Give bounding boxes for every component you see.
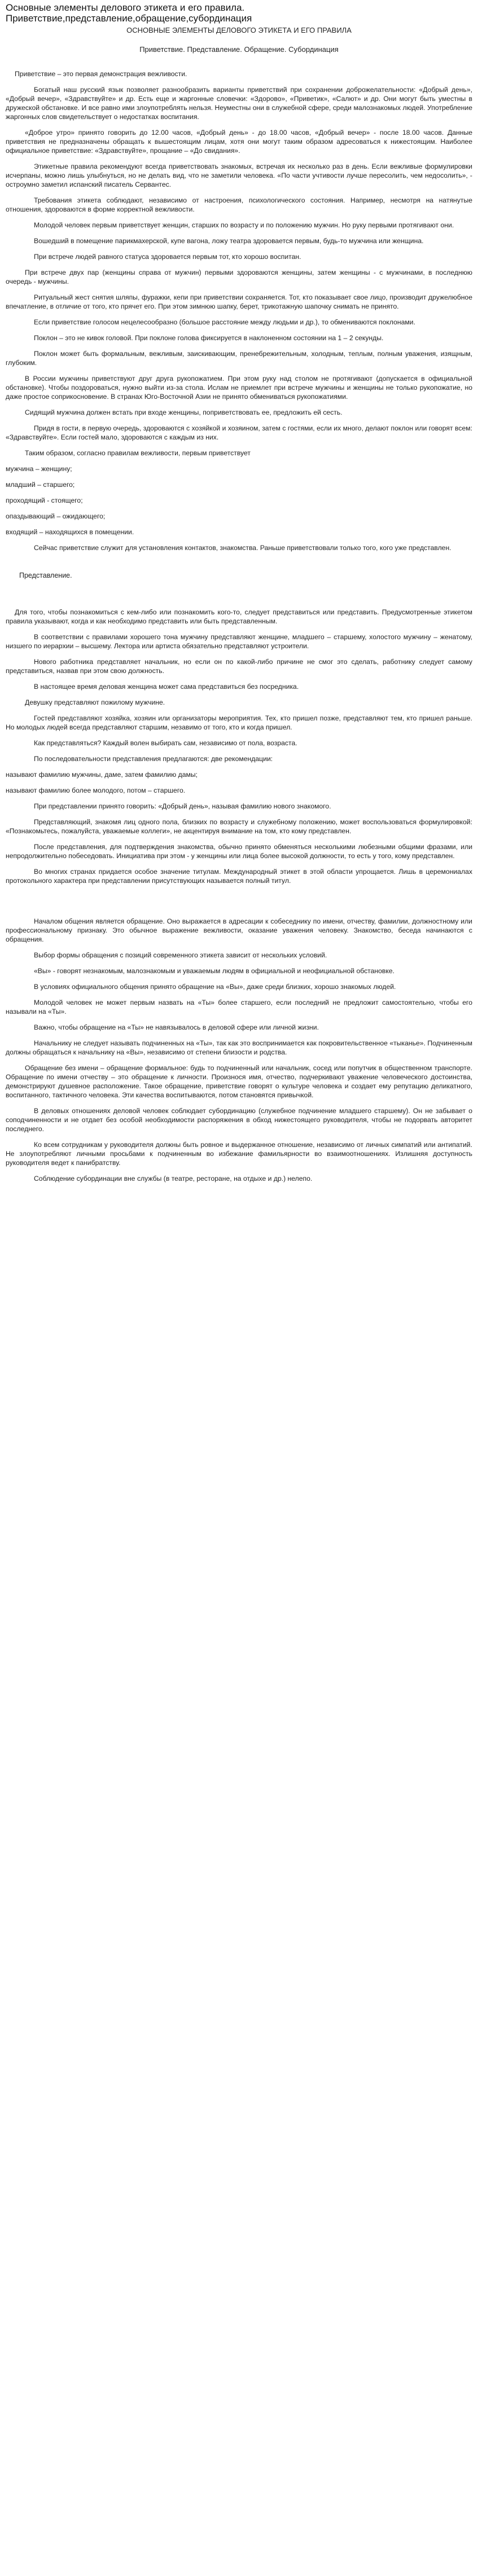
list-item: проходящий - стоящего; xyxy=(6,496,83,504)
paragraph: Придя в гости, в первую очередь, здороваются с хозяйкой и хозяином, затем с гостями, если их много, делают поклон или говорят всем: «Здравствуйте». Если гостей мало, здороваются с каждым из них. xyxy=(6,424,472,441)
paragraph: При представлении принято говорить: «Добрый день», называя фамилию нового знакомого. xyxy=(34,802,331,810)
paragraph: Молодой человек не может первым назвать на «Ты» более старшего, если последний не предложит самостоятельно, чтобы его называли на «Ты». xyxy=(6,999,472,1016)
paragraph: Выбор формы обращения с позиций современного этикета зависит от нескольких условий. xyxy=(34,951,327,959)
sections-line: Приветствие. Представление. Обращение. Субординация xyxy=(139,45,339,54)
address-section xyxy=(6,917,472,1183)
paragraph: Молодой человек первым приветствует женщин, старших по возрасту и по положению мужчин. Но руку первыми протягивают они. xyxy=(34,221,454,229)
paragraph: Нового работника представляет начальник, но если он по какой-либо причине не смог это сделать, работнику следует самому представиться, назвав при этом свою должность. xyxy=(6,658,472,675)
list-item: опаздывающий – ожидающего; xyxy=(6,512,106,520)
paragraph: В условиях официального общения принято обращение на «Вы», даже среди близких, хорошо знакомых людей. xyxy=(34,983,396,991)
paragraph: Сейчас приветствие служит для установления контактов, знакомства. Раньше приветствовали только того, кого уже представлен. xyxy=(34,544,451,552)
paragraph: При встрече двух пар (женщины справа от мужчин) первыми здороваются женщины, затем женщины - с мужчинами, в последнюю очередь - мужчины. xyxy=(6,269,472,285)
paragraph: Таким образом, согласно правилам вежливости, первым приветствует xyxy=(25,449,251,457)
paragraph: Как представляться? Каждый волен выбирать сам, независимо от пола, возраста. xyxy=(34,739,297,747)
page-title: Основные элементы делового этикета и его правила. Приветствие,представление,обращение,субординация xyxy=(6,2,252,24)
list-item: младший – старшего; xyxy=(6,481,75,489)
paragraph: Поклон – это не кивок головой. При поклоне голова фиксируется в наклоненном состоянии на 1 – 2 секунды. xyxy=(34,334,384,342)
paragraph: Поклон может быть формальным, вежливым, заискивающим, пренебрежительным, холодным, теплым, полным уважения, изящным, глубоким. xyxy=(6,350,472,367)
paragraph: В деловых отношениях деловой человек соблюдает субординацию (служебное подчинение младшего старшему). Он не забывает о соподчиненности и не отдает без особой необходимости распоряжения в обход нижестоящего руководителя, чтобы не подорвать авторитет последнего. xyxy=(6,1107,472,1133)
paragraph: Богатый наш русский язык позволяет разнообразить варианты приветствий при сохранении доброжелательности: «Добрый день», «Добрый вечер», «Здравствуйте» и др. Есть еще и жаргонные словечки: «Здорово», «Приветик», «Салют» и др. Они могут быть уместны в дружеской обстановке. И все равно ими злоупотреблять нельзя. Неуместны они в служебной сфере, среди малознакомых людей. Употребление жаргонных слов свидетельствует о недостатках воспитания. xyxy=(6,86,472,121)
paragraph: Представляющий, знакомя лиц одного пола, близких по возрасту и служебному положению, может воспользоваться формулировкой: «Познакомьтесь, пожалуйста, уважаемые коллеги», не акцентируя внимание на том, кто кому представлен. xyxy=(6,818,472,835)
introduction-section xyxy=(6,608,472,885)
paragraph: В соответствии с правилами хорошего тона мужчину представляют женщине, младшего – старшему, холостого мужчину – женатому, низшего по иерархии – высшему. Лектора или артиста обязательно представляют устроители. xyxy=(6,633,472,650)
list-item: входящий – находящихся в помещении. xyxy=(6,528,134,536)
paragraph: Приветствие – это первая демонстрация вежливости. xyxy=(15,70,187,78)
paragraph: Гостей представляют хозяйка, хозяин или организаторы мероприятия. Тех, кто пришел позже, представляют тем, кто пришел раньше. Но молодых людей всегда представляют старшим, незавимо от того, кто и когда пришел. xyxy=(6,714,472,731)
paragraph: Важно, чтобы обращение на «Ты» не навязывалось в деловой сфере или личной жизни. xyxy=(34,1023,319,1031)
paragraph: Если приветствие голосом нецелесообразно (большое расстояние между людьми и др.), то обмениваются поклонами. xyxy=(34,318,415,326)
paragraph: В настоящее время деловая женщина может сама представиться без посредника. xyxy=(34,683,299,691)
paragraph: Обращение без имени – обращение формальное: будь то подчиненный или начальник, сосед или попутчик в общественном транспорте. Обращение по имени отчеству – это обращение к личности. Произнося имя, отчество, подчеркивают уважение человеческого достоинства, демонстрируют душевное расположение. Такое обращение, приветствие говорят о культуре человека и создает ему репутацию деликатного, воспитанного, тактичного человека. Эти качества воспитываются, потом становятся привычкой. xyxy=(6,1064,472,1099)
paragraph: Девушку представляют пожилому мужчине. xyxy=(25,698,165,706)
paragraph: В России мужчины приветствуют друг друга рукопожатием. При этом руку над столом не протягивают (допускается в официальной обстановке). Чтобы поздороваться, нужно выйти из-за стола. Ислам не приемлет при встрече мужчины и женщины не только рукопожатие, но даже простое соприкосновение. В странах Юго-Восточной Азии не принято обмениваться рукопожатиями. xyxy=(6,375,472,401)
paragraph: называют фамилию более молодого, потом – старшего. xyxy=(6,786,186,794)
paragraph: Ко всем сотрудникам у руководителя должны быть ровное и выдержанное отношение, независимо от личных симпатий или антипатий. Не злоупотребляют личными просьбами к подчиненным во избежание фамильярности во взаимоотношениях. Излишняя доступность руководителя ведет к панибратству. xyxy=(6,1141,472,1167)
paragraph: При встрече людей равного статуса здоровается первым тот, кто хорошо воспитан. xyxy=(34,253,301,261)
paragraph: Начальнику не следует называть подчиненных на «Ты», так как это воспринимается как покровительственное «тыканье». Подчиненным должны обращаться к начальнику на «Вы», независимо от степени близости и родства. xyxy=(6,1039,472,1056)
greeting-section xyxy=(6,69,472,552)
paragraph: «Вы» - говорят незнакомым, малознакомым и уважаемым людям в официальной и неофициальной обстановке. xyxy=(34,967,395,975)
article-subtitle: ОСНОВНЫЕ ЭЛЕМЕНТЫ ДЕЛОВОГО ЭТИКЕТА И ЕГО ПРАВИЛА xyxy=(126,26,352,34)
paragraph: Этикетные правила рекомендуют всегда приветствовать знакомых, встречая их несколько раз в день. Если вежливые формулировки исчерпаны, можно лишь улыбнуться, но не делать вид, что не заметили человека. «По части учтивости лучше пересолить, чем недосолить», - остроумно заметил испанский писатель Сервантес. xyxy=(6,162,472,188)
paragraph: Вошедший в помещение парикмахерской, купе вагона, ложу театра здоровается первым, будь-то мужчина или женщина. xyxy=(34,237,424,245)
section-heading-introduction: Представление. xyxy=(19,572,72,579)
paragraph: Ритуальный жест снятия шляпы, фуражки, кепи при приветствии сохраняется. Тот, кто показывает свое лицо, производит дружелюбное впечатление, в отличие от того, кто прячет его. При этом зимнюю шапку, берет, трикотажную шапочку снимать не принято. xyxy=(6,293,472,310)
paragraph: Во многих странах придается особое значение титулам. Международный этикет в этой области упрощается. Лишь в церемониалах протокольного характера при представлении присутствующих называется полный титул. xyxy=(6,868,472,885)
paragraph: После представления, для подтверждения знакомства, обычно принято обменяться несколькими любезными общими фразами, или непродолжительно побеседовать. Инициатива при этом - у женщины или лица более высокой должности, то есть у того, кому представлен. xyxy=(6,843,472,860)
paragraph: По последовательности представления предлагаются: две рекомендации: xyxy=(34,755,273,763)
paragraph: «Доброе утро» принято говорить до 12.00 часов, «Добрый день» - до 18.00 часов, «Добрый вечер» - после 18.00 часов. Данные приветствия не предназначены обращать к вышестоящим лицам, хотя они могут таким образом адресоваться к нижестоящим. Наиболее официальное приветствие: «Здравствуйте», прощание – «До свидания». xyxy=(6,129,472,155)
paragraph: Требования этикета соблюдают, независимо от настроения, психологического состояния. Например, несмотря на натянутые отношения, здороваются в форме корректной вежливости. xyxy=(6,196,472,213)
paragraph: называют фамилию мужчины, даме, затем фамилию дамы; xyxy=(6,771,198,779)
list-item: мужчина – женщину; xyxy=(6,465,72,473)
paragraph: Соблюдение субординации вне службы (в театре, ресторане, на отдыхе и др.) нелепо. xyxy=(34,1175,313,1183)
paragraph: Для того, чтобы познакомиться с кем-либо или познакомить кого-то, следует представиться или представить. Предусмотренные этикетом правила указывают, когда и как необходимо представить или быть представленным. xyxy=(6,608,472,625)
paragraph: Сидящий мужчина должен встать при входе женщины, поприветствовать ее, предложить ей сесть. xyxy=(25,408,343,416)
paragraph: Началом общения является обращение. Оно выражается в адресации к собеседнику по имени, отчеству, фамилии, должностному или профессиональному признаку. Это обычное выражение вежливости, оказание уважения человеку. Знакомство, беседа начинаются с обращения. xyxy=(6,917,472,943)
